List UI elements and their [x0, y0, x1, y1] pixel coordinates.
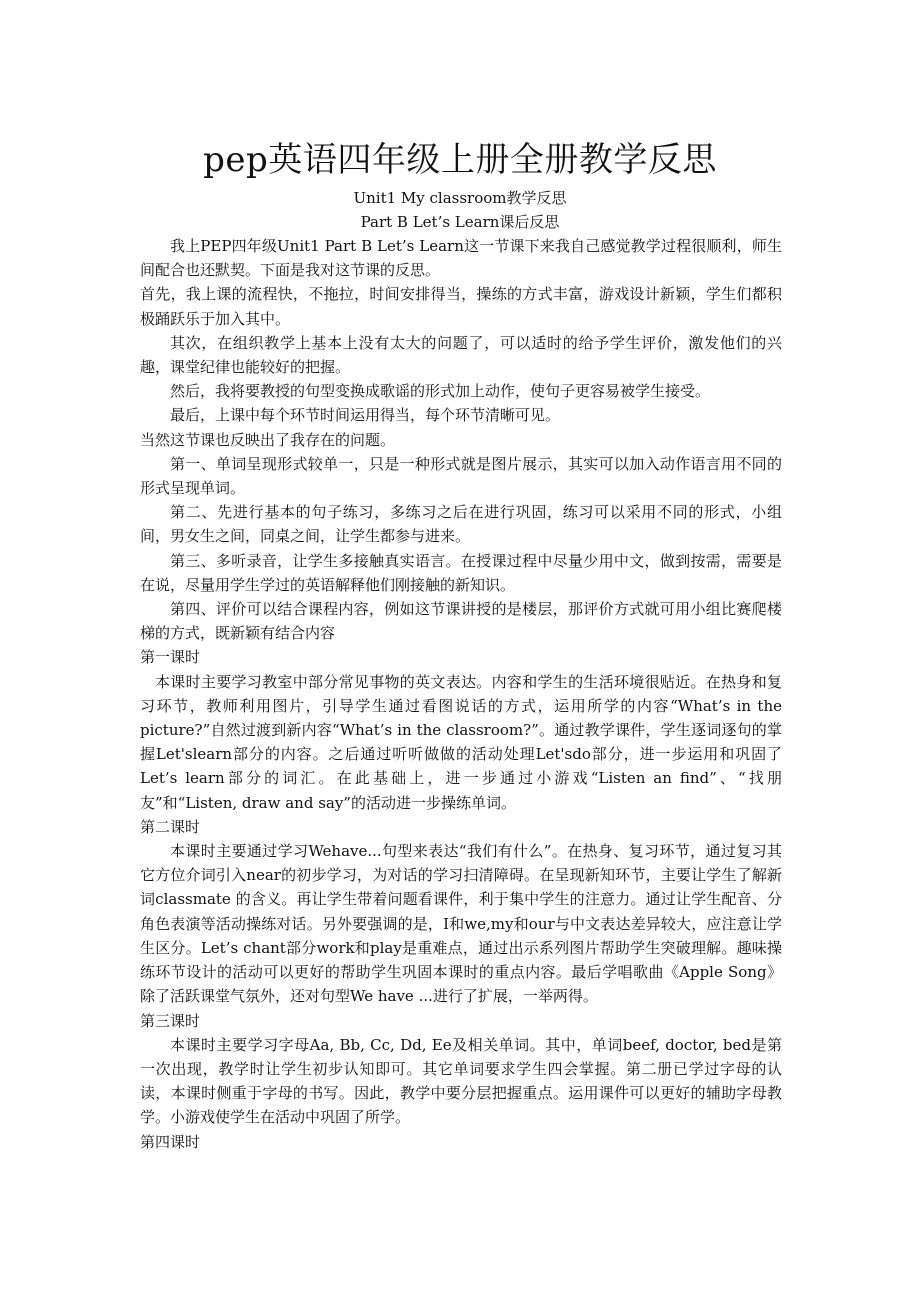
paragraph-then: 然后，我将要教授的句型变换成歌谣的形式加上动作，使句子更容易被学生接受。 [170, 382, 711, 401]
lesson-2-text: 本课时主要通过学习Wehave...句型来表达“我们有什么”。在热身、复习环节，通过复习其它方位介词引入near的初步学习，为对话的学习扫清障碍。在呈现新知环节，主要让学生了解新词classmate 的含义。再让学生带着问题看课件，利于集中学生的注意力。通过让学生配音、分角色表演等活动操练对话。另外要强调的是，I和we,my和our与中文表达差异较大，应注意让学生区分。Let’s chant部分work和play是重难点，通过出示系列图片帮助学生突破理解。趣味操练环节设计的活动可以更好的帮助学生巩固本课时的重点内容。最后学唱歌曲《Apple Song》除了活跃课堂气氛外，还对句型We have ...进行了扩展，一举两得。 [140, 842, 782, 1006]
paragraph-problem-1: 第一、单词呈现形式较单一，只是一种形式就是图片展示，其实可以加入动作语言用不同的形式呈现单词。 [140, 454, 782, 498]
lesson-4-heading: 第四课时 [140, 1132, 201, 1151]
paragraph-problems: 当然这节课也反映出了我存在的问题。 [140, 430, 396, 449]
paragraph-last: 最后，上课中每个环节时间运用得当，每个环节清晰可见。 [170, 406, 561, 425]
lesson-2-heading: 第二课时 [140, 817, 201, 836]
part-subtitle: Part B Let’s Learn课后反思 [360, 213, 560, 231]
document-title: pep英语四年级上册全册教学反思 [203, 140, 717, 180]
paragraph-first: 首先，我上课的流程快，不拖拉，时间安排得当，操练的方式丰富，游戏设计新颖，学生们都积极踊跃乐于加入其中。 [140, 285, 782, 328]
paragraph-problem-2: 第二、先进行基本的句子练习，多练习之后在进行巩固，练习可以采用不同的形式，小组间，男女生之间，同桌之间，让学生都参与进来。 [140, 503, 782, 546]
paragraph-problem-3: 第三、多听录音，让学生多接触真实语言。在授课过程中尽量少用中文，做到按需，需要是在说，尽量用学生学过的英语解释他们刚接触的新知识。 [140, 551, 782, 594]
unit-subtitle: Unit1 My classroom教学反思 [353, 189, 567, 207]
document-body [140, 234, 782, 1154]
paragraph-second: 其次，在组织教学上基本上没有太大的问题了，可以适时的给予学生评价，激发他们的兴趣，课堂纪律也能较好的把握。 [140, 333, 782, 377]
lesson-3-text: 本课时主要学习字母Aa, Bb, Cc, Dd, Ee及相关单词。其中，单词beef, doctor, bed是第一次出现，教学时让学生初步认知即可。其它单词要求学生四会掌握。第二册已学过字母的认读，本课时侧重于字母的书写。因此，教学中要分层把握重点。运用课件可以更好的辅助字母教学。小游戏使学生在活动中巩固了所学。 [140, 1035, 782, 1127]
lesson-1-heading: 第一课时 [140, 648, 201, 667]
lesson-3-heading: 第三课时 [140, 1011, 201, 1030]
lesson-1-text: 本课时主要学习教室中部分常见事物的英文表达。内容和学生的生活环境很贴近。在热身和复习环节，教师利用图片，引导学生通过看图说话的方式，运用所学的内容“What’s in the picture?”自然过渡到新内容“What’s in the classroom?”。通过教学课件，学生逐词逐句的掌握Let'slearn部分的内容。之后通过听听做做的活动处理Let'sdo部分，进一步运用和巩固了Let’s learn部分的词汇。在此基础上，进一步通过小游戏“Listen an find”、“找朋友”和“Listen, draw and say”的活动进一步操练单词。 [140, 672, 782, 812]
paragraph-intro: 我上PEP四年级Unit1 Part B Let’s Learn这一节课下来我自己感觉教学过程很顺利，师生间配合也还默契。下面是我对这节课的反思。 [140, 237, 782, 280]
paragraph-problem-4: 第四、评价可以结合课程内容，例如这节课讲授的是楼层，那评价方式就可用小组比赛爬楼梯的方式，既新颖有结合内容 [140, 600, 782, 643]
